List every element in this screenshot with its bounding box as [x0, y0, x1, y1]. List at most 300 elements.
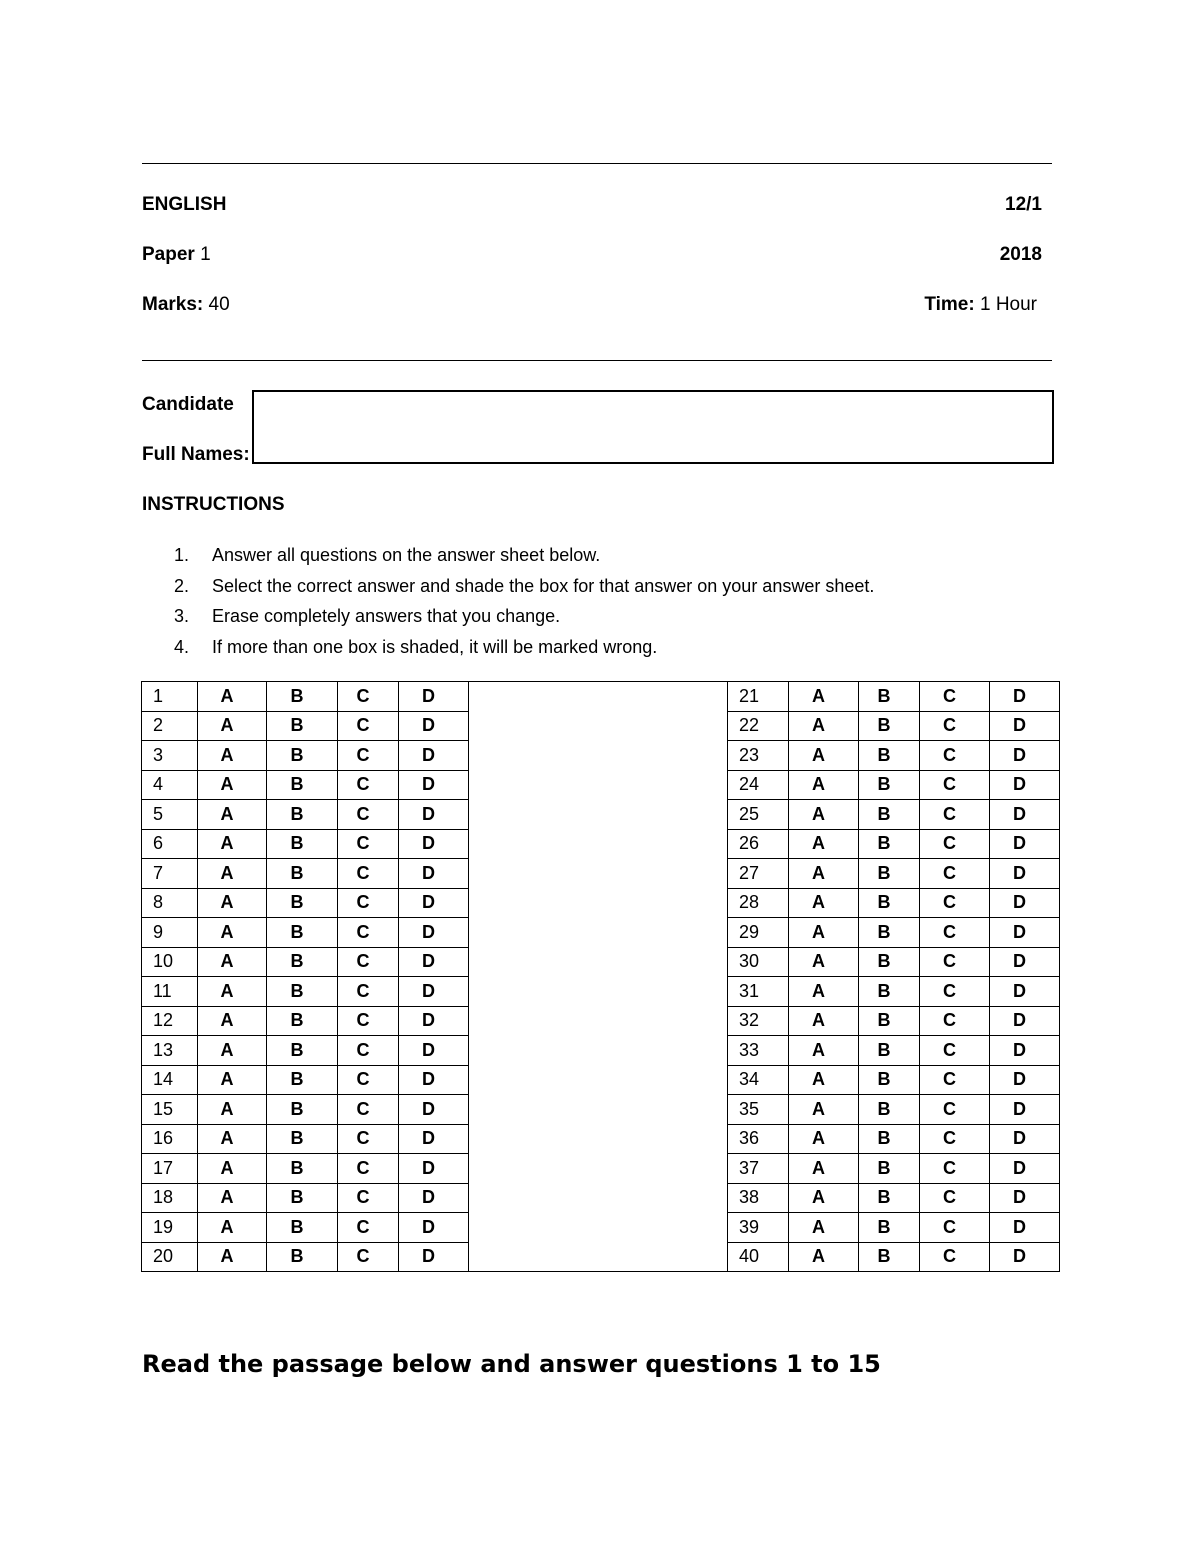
- answer-option-label: A: [812, 1187, 825, 1208]
- answer-option-label: D: [1013, 1157, 1026, 1178]
- question-number: 4: [142, 770, 198, 800]
- answer-option-box[interactable]: [338, 1183, 399, 1213]
- answer-option-box[interactable]: [399, 829, 469, 859]
- answer-option-box[interactable]: [920, 711, 990, 741]
- answer-option-box[interactable]: [338, 1124, 399, 1154]
- question-number: 19: [142, 1213, 198, 1243]
- answer-option-box[interactable]: [990, 800, 1060, 830]
- answer-option-box[interactable]: [338, 682, 399, 712]
- answer-option-label: B: [877, 980, 891, 1001]
- answer-option-box[interactable]: [859, 888, 920, 918]
- answer-option-box[interactable]: [859, 859, 920, 889]
- answer-option-box[interactable]: [399, 1095, 469, 1125]
- answer-option-box[interactable]: [338, 1065, 399, 1095]
- answer-option-box[interactable]: [267, 1036, 338, 1066]
- answer-option-box[interactable]: [399, 770, 469, 800]
- answer-option-label: A: [812, 980, 825, 1001]
- answer-option-box[interactable]: [859, 947, 920, 977]
- column-gap: [469, 1006, 728, 1036]
- answer-option-box[interactable]: [859, 829, 920, 859]
- answer-option-box[interactable]: [338, 1036, 399, 1066]
- answer-option-box[interactable]: [267, 918, 338, 948]
- answer-option-box[interactable]: [789, 770, 859, 800]
- answer-option-box[interactable]: [920, 859, 990, 889]
- answer-option-box[interactable]: [267, 1154, 338, 1184]
- question-number: 9: [142, 918, 198, 948]
- answer-option-label: C: [356, 1039, 370, 1060]
- answer-option-label: C: [943, 1216, 956, 1237]
- answer-option-label: A: [812, 921, 825, 942]
- answer-option-label: D: [1013, 1010, 1026, 1031]
- answer-option-box[interactable]: [198, 888, 267, 918]
- answer-option-box[interactable]: [399, 1065, 469, 1095]
- answer-option-label: B: [290, 1128, 304, 1149]
- answer-option-label: A: [220, 1128, 234, 1149]
- answer-option-box[interactable]: [920, 1095, 990, 1125]
- answer-option-label: B: [877, 715, 891, 736]
- table-row: [142, 711, 1060, 741]
- answer-option-label: D: [422, 803, 435, 824]
- answer-option-box[interactable]: [859, 770, 920, 800]
- answer-option-box[interactable]: [267, 829, 338, 859]
- answer-option-box[interactable]: [267, 1183, 338, 1213]
- answer-option-label: B: [290, 862, 304, 883]
- answer-option-box[interactable]: [267, 1006, 338, 1036]
- answer-option-label: B: [290, 921, 304, 942]
- answer-option-box[interactable]: [990, 770, 1060, 800]
- answer-option-label: B: [290, 951, 304, 972]
- answer-option-box[interactable]: [789, 682, 859, 712]
- answer-option-box[interactable]: [789, 1154, 859, 1184]
- answer-option-label: C: [943, 744, 956, 765]
- answer-option-box[interactable]: [338, 1213, 399, 1243]
- full-names-label: Full Names:: [142, 444, 250, 465]
- answer-option-label: B: [877, 1098, 891, 1119]
- answer-option-label: A: [220, 715, 234, 736]
- answer-option-label: A: [220, 744, 234, 765]
- answer-option-box[interactable]: [198, 918, 267, 948]
- answer-option-label: B: [877, 1157, 891, 1178]
- answer-option-box[interactable]: [920, 741, 990, 771]
- column-gap: [469, 770, 728, 800]
- answer-option-box[interactable]: [198, 1065, 267, 1095]
- answer-option-box[interactable]: [267, 711, 338, 741]
- question-number: 3: [142, 741, 198, 771]
- answer-option-label: C: [356, 951, 370, 972]
- answer-option-box[interactable]: [399, 1183, 469, 1213]
- instruction-item: 2. Select the correct answer and shade the box for that answer on your answer sheet.: [174, 575, 875, 596]
- answer-option-box[interactable]: [267, 741, 338, 771]
- answer-option-box[interactable]: [338, 1095, 399, 1125]
- answer-option-box[interactable]: [990, 1124, 1060, 1154]
- time-info: Time: 1 Hour: [924, 294, 1037, 315]
- header-marks-row: [142, 294, 1042, 316]
- answer-option-box[interactable]: [198, 711, 267, 741]
- answer-option-box[interactable]: [990, 1006, 1060, 1036]
- answer-option-label: A: [812, 862, 825, 883]
- answer-option-label: D: [422, 774, 435, 795]
- answer-option-box[interactable]: [920, 1213, 990, 1243]
- answer-option-label: C: [356, 980, 370, 1001]
- answer-option-box[interactable]: [399, 947, 469, 977]
- question-number: 5: [142, 800, 198, 830]
- answer-option-label: D: [1013, 1069, 1026, 1090]
- answer-option-box[interactable]: [789, 1183, 859, 1213]
- answer-option-box[interactable]: [267, 682, 338, 712]
- answer-option-label: A: [220, 951, 234, 972]
- answer-option-label: D: [1013, 1246, 1026, 1267]
- answer-option-box[interactable]: [789, 800, 859, 830]
- answer-option-box[interactable]: [267, 888, 338, 918]
- table-row: [142, 1006, 1060, 1036]
- answer-option-label: C: [943, 803, 956, 824]
- answer-option-box[interactable]: [198, 682, 267, 712]
- answer-option-box[interactable]: [198, 1213, 267, 1243]
- answer-option-box[interactable]: [859, 918, 920, 948]
- question-number: 11: [142, 977, 198, 1007]
- answer-option-label: C: [356, 1216, 370, 1237]
- answer-option-box[interactable]: [789, 741, 859, 771]
- answer-option-box[interactable]: [399, 977, 469, 1007]
- answer-option-box[interactable]: [338, 1242, 399, 1272]
- answer-option-label: B: [290, 774, 304, 795]
- answer-option-box[interactable]: [789, 1036, 859, 1066]
- answer-option-box[interactable]: [198, 1036, 267, 1066]
- table-row: [142, 1183, 1060, 1213]
- answer-option-box[interactable]: [789, 947, 859, 977]
- answer-option-box[interactable]: [338, 770, 399, 800]
- answer-option-label: C: [943, 1187, 956, 1208]
- answer-option-box[interactable]: [789, 1095, 859, 1125]
- answer-option-label: C: [356, 892, 370, 913]
- answer-option-box[interactable]: [338, 888, 399, 918]
- answer-option-box[interactable]: [198, 1006, 267, 1036]
- answer-option-box[interactable]: [789, 1213, 859, 1243]
- answer-option-label: B: [877, 774, 891, 795]
- answer-option-box[interactable]: [920, 918, 990, 948]
- answer-option-box[interactable]: [399, 741, 469, 771]
- answer-option-box[interactable]: [789, 918, 859, 948]
- answer-option-label: C: [943, 980, 956, 1001]
- answer-option-label: A: [220, 862, 234, 883]
- answer-option-box[interactable]: [399, 711, 469, 741]
- table-row: [142, 1065, 1060, 1095]
- answer-option-label: D: [1013, 833, 1026, 854]
- answer-option-box[interactable]: [859, 741, 920, 771]
- answer-option-box[interactable]: [990, 1036, 1060, 1066]
- answer-option-box[interactable]: [859, 1124, 920, 1154]
- answer-option-label: D: [422, 1098, 435, 1119]
- table-row: [142, 918, 1060, 948]
- answer-option-box[interactable]: [920, 770, 990, 800]
- table-row: [142, 1124, 1060, 1154]
- answer-option-box[interactable]: [399, 1154, 469, 1184]
- answer-option-label: C: [943, 1098, 956, 1119]
- answer-option-box[interactable]: [859, 1213, 920, 1243]
- answer-option-box[interactable]: [338, 741, 399, 771]
- question-number: 31: [728, 977, 789, 1007]
- table-row: [142, 947, 1060, 977]
- answer-option-label: B: [290, 1157, 304, 1178]
- answer-option-box[interactable]: [267, 1242, 338, 1272]
- answer-option-box[interactable]: [267, 947, 338, 977]
- answer-option-box[interactable]: [990, 1183, 1060, 1213]
- column-gap: [469, 711, 728, 741]
- table-row: [142, 1242, 1060, 1272]
- table-row: [142, 682, 1060, 712]
- question-number: 28: [728, 888, 789, 918]
- answer-option-box[interactable]: [920, 800, 990, 830]
- answer-option-label: D: [1013, 951, 1026, 972]
- answer-option-box[interactable]: [859, 1036, 920, 1066]
- instructions-list: [174, 544, 874, 666]
- answer-option-box[interactable]: [338, 977, 399, 1007]
- answer-option-box[interactable]: [990, 1065, 1060, 1095]
- answer-option-label: D: [1013, 1098, 1026, 1119]
- answer-option-box[interactable]: [399, 800, 469, 830]
- header-paper-row: [142, 244, 1042, 266]
- answer-option-label: A: [220, 803, 234, 824]
- answer-option-box[interactable]: [399, 918, 469, 948]
- question-number: 13: [142, 1036, 198, 1066]
- answer-option-box[interactable]: [789, 1065, 859, 1095]
- answer-option-box[interactable]: [990, 918, 1060, 948]
- answer-option-label: A: [812, 1039, 825, 1060]
- answer-option-box[interactable]: [920, 1242, 990, 1272]
- answer-option-label: A: [812, 892, 825, 913]
- answer-option-label: C: [943, 1069, 956, 1090]
- answer-option-box[interactable]: [920, 1183, 990, 1213]
- question-number: 23: [728, 741, 789, 771]
- answer-option-box[interactable]: [267, 1124, 338, 1154]
- answer-option-label: C: [943, 1010, 956, 1031]
- answer-option-box[interactable]: [399, 1124, 469, 1154]
- answer-option-label: B: [290, 980, 304, 1001]
- answer-option-label: D: [422, 862, 435, 883]
- answer-option-box[interactable]: [920, 1065, 990, 1095]
- answer-option-box[interactable]: [198, 770, 267, 800]
- answer-option-label: C: [943, 1246, 956, 1267]
- answer-option-box[interactable]: [920, 1124, 990, 1154]
- answer-option-box[interactable]: [789, 977, 859, 1007]
- question-number: 29: [728, 918, 789, 948]
- question-number: 22: [728, 711, 789, 741]
- answer-option-box[interactable]: [789, 711, 859, 741]
- answer-option-box[interactable]: [198, 977, 267, 1007]
- answer-option-label: C: [943, 862, 956, 883]
- column-gap: [469, 888, 728, 918]
- answer-option-box[interactable]: [990, 711, 1060, 741]
- table-row: [142, 741, 1060, 771]
- answer-option-box[interactable]: [789, 1124, 859, 1154]
- answer-option-box[interactable]: [859, 682, 920, 712]
- answer-option-label: D: [422, 1216, 435, 1237]
- answer-option-box[interactable]: [399, 1242, 469, 1272]
- answer-option-box[interactable]: [920, 947, 990, 977]
- answer-option-box[interactable]: [399, 859, 469, 889]
- answer-option-box[interactable]: [990, 859, 1060, 889]
- answer-option-box[interactable]: [990, 977, 1060, 1007]
- answer-option-box[interactable]: [859, 1154, 920, 1184]
- answer-option-box[interactable]: [338, 947, 399, 977]
- answer-option-label: B: [290, 1187, 304, 1208]
- answer-option-label: D: [422, 921, 435, 942]
- answer-option-box[interactable]: [198, 859, 267, 889]
- table-row: [142, 1036, 1060, 1066]
- question-number: 16: [142, 1124, 198, 1154]
- answer-option-label: A: [220, 921, 234, 942]
- answer-option-label: D: [422, 980, 435, 1001]
- answer-option-label: C: [943, 892, 956, 913]
- answer-option-label: D: [422, 951, 435, 972]
- answer-option-box[interactable]: [399, 1006, 469, 1036]
- answer-option-box[interactable]: [990, 1095, 1060, 1125]
- answer-option-label: C: [943, 715, 956, 736]
- answer-option-label: D: [422, 833, 435, 854]
- answer-option-box[interactable]: [920, 829, 990, 859]
- answer-option-box[interactable]: [990, 888, 1060, 918]
- answer-option-label: D: [1013, 980, 1026, 1001]
- answer-option-box[interactable]: [789, 888, 859, 918]
- answer-option-box[interactable]: [990, 829, 1060, 859]
- question-number: 7: [142, 859, 198, 889]
- answer-option-box[interactable]: [990, 1242, 1060, 1272]
- instructions-title: INSTRUCTIONS: [142, 494, 285, 515]
- answer-option-box[interactable]: [789, 829, 859, 859]
- answer-option-box[interactable]: [399, 1036, 469, 1066]
- answer-option-label: C: [356, 1157, 370, 1178]
- answer-option-box[interactable]: [789, 1006, 859, 1036]
- answer-option-box[interactable]: [399, 682, 469, 712]
- answer-option-box[interactable]: [198, 947, 267, 977]
- answer-option-box[interactable]: [198, 1242, 267, 1272]
- answer-option-box[interactable]: [198, 1183, 267, 1213]
- candidate-name-field[interactable]: [252, 390, 1054, 464]
- answer-option-box[interactable]: [859, 800, 920, 830]
- answer-option-box[interactable]: [990, 1213, 1060, 1243]
- question-number: 30: [728, 947, 789, 977]
- answer-option-label: A: [220, 1216, 234, 1237]
- answer-option-label: B: [290, 1216, 304, 1237]
- answer-option-box[interactable]: [267, 800, 338, 830]
- answer-option-box[interactable]: [859, 711, 920, 741]
- answer-option-label: B: [877, 892, 891, 913]
- column-gap: [469, 1183, 728, 1213]
- answer-option-box[interactable]: [198, 1154, 267, 1184]
- answer-option-label: C: [943, 774, 956, 795]
- answer-option-box[interactable]: [859, 1183, 920, 1213]
- answer-option-box[interactable]: [267, 977, 338, 1007]
- answer-option-box[interactable]: [198, 1095, 267, 1125]
- answer-option-label: D: [422, 715, 435, 736]
- answer-option-box[interactable]: [920, 888, 990, 918]
- top-divider: [142, 163, 1052, 164]
- answer-option-label: C: [356, 744, 370, 765]
- answer-option-box[interactable]: [338, 800, 399, 830]
- column-gap: [469, 947, 728, 977]
- column-gap: [469, 829, 728, 859]
- answer-option-box[interactable]: [789, 859, 859, 889]
- answer-option-box[interactable]: [920, 977, 990, 1007]
- table-row: [142, 1154, 1060, 1184]
- answer-option-box[interactable]: [338, 711, 399, 741]
- answer-option-label: B: [877, 1039, 891, 1060]
- column-gap: [469, 859, 728, 889]
- answer-option-box[interactable]: [338, 1006, 399, 1036]
- question-number: 6: [142, 829, 198, 859]
- answer-option-label: B: [877, 1187, 891, 1208]
- column-gap: [469, 800, 728, 830]
- answer-option-box[interactable]: [198, 741, 267, 771]
- answer-option-box[interactable]: [859, 1242, 920, 1272]
- answer-option-box[interactable]: [338, 1154, 399, 1184]
- question-number: 21: [728, 682, 789, 712]
- answer-option-box[interactable]: [789, 1242, 859, 1272]
- answer-option-box[interactable]: [859, 1095, 920, 1125]
- answer-option-box[interactable]: [920, 1036, 990, 1066]
- answer-option-box[interactable]: [399, 888, 469, 918]
- question-number: 10: [142, 947, 198, 977]
- answer-option-box[interactable]: [920, 1154, 990, 1184]
- column-gap: [469, 1124, 728, 1154]
- paper-number: Paper 1: [142, 244, 211, 265]
- answer-option-box[interactable]: [338, 829, 399, 859]
- answer-option-box[interactable]: [198, 800, 267, 830]
- answer-option-label: C: [943, 1128, 956, 1149]
- answer-option-label: C: [356, 833, 370, 854]
- answer-option-label: D: [422, 1010, 435, 1031]
- header-bottom-divider: [142, 360, 1052, 361]
- answer-option-box[interactable]: [267, 770, 338, 800]
- question-number: 37: [728, 1154, 789, 1184]
- answer-option-box[interactable]: [338, 918, 399, 948]
- answer-option-label: C: [356, 774, 370, 795]
- answer-option-box[interactable]: [399, 1213, 469, 1243]
- question-number: 34: [728, 1065, 789, 1095]
- answer-option-box[interactable]: [198, 1124, 267, 1154]
- answer-option-box[interactable]: [920, 1006, 990, 1036]
- answer-option-box[interactable]: [859, 977, 920, 1007]
- answer-option-label: B: [877, 685, 891, 706]
- answer-option-label: B: [290, 833, 304, 854]
- answer-option-box[interactable]: [198, 829, 267, 859]
- answer-option-box[interactable]: [859, 1065, 920, 1095]
- answer-option-box[interactable]: [990, 1154, 1060, 1184]
- answer-option-label: B: [877, 803, 891, 824]
- answer-option-label: C: [356, 1187, 370, 1208]
- answer-option-box[interactable]: [267, 1095, 338, 1125]
- answer-option-label: C: [356, 803, 370, 824]
- answer-option-box[interactable]: [990, 741, 1060, 771]
- answer-option-box[interactable]: [859, 1006, 920, 1036]
- answer-option-box[interactable]: [267, 1213, 338, 1243]
- question-number: 8: [142, 888, 198, 918]
- answer-option-box[interactable]: [338, 859, 399, 889]
- answer-option-label: B: [290, 1039, 304, 1060]
- answer-option-box[interactable]: [990, 947, 1060, 977]
- answer-option-label: D: [1013, 803, 1026, 824]
- answer-option-label: D: [422, 1246, 435, 1267]
- answer-option-box[interactable]: [267, 859, 338, 889]
- subject-title: ENGLISH: [142, 194, 227, 215]
- answer-option-box[interactable]: [920, 682, 990, 712]
- answer-option-label: B: [877, 1069, 891, 1090]
- answer-option-label: A: [220, 685, 234, 706]
- answer-option-box[interactable]: [990, 682, 1060, 712]
- answer-option-box[interactable]: [267, 1065, 338, 1095]
- answer-option-label: B: [877, 862, 891, 883]
- answer-option-label: D: [422, 892, 435, 913]
